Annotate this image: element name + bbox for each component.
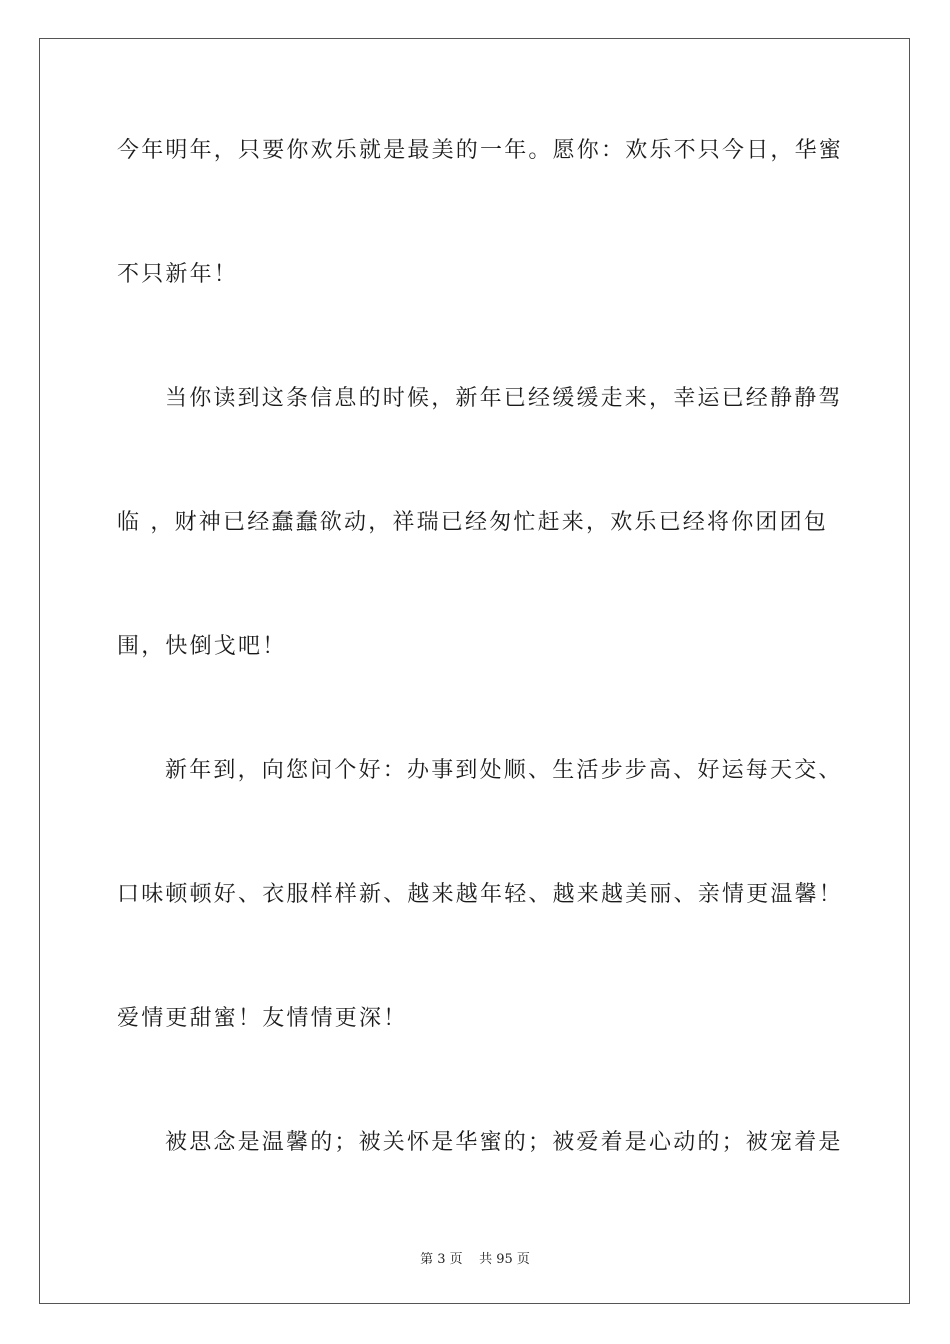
text-line: 围，快倒戈吧！ — [117, 634, 287, 659]
page-number-footer: 第 3 页 共 95 页 — [420, 1252, 530, 1267]
text-line: 临 ，财神已经蠢蠢欲动，祥瑞已经匆忙赶来，欢乐已经将你团团包 — [117, 510, 828, 535]
text-line: 不只新年！ — [117, 262, 239, 287]
paragraph-start-line: 被思念是温馨的；被关怀是华蜜的；被爱着是心动的；被宠着是 — [165, 1130, 843, 1155]
paragraph-start-line: 新年到，向您问个好：办事到处顺、生活步步高、好运每天交、 — [165, 758, 843, 783]
text-line: 爱情更甜蜜！友情情更深！ — [117, 1006, 408, 1031]
page-border — [39, 38, 910, 1304]
paragraph-start-line: 当你读到这条信息的时候，新年已经缓缓走来，幸运已经静静驾 — [165, 386, 843, 411]
text-line: 口味顿顿好、衣服样样新、越来越年轻、越来越美丽、亲情更温馨！ — [117, 882, 844, 907]
text-line: 今年明年，只要你欢乐就是最美的一年。愿你：欢乐不只今日，华蜜 — [117, 138, 844, 163]
